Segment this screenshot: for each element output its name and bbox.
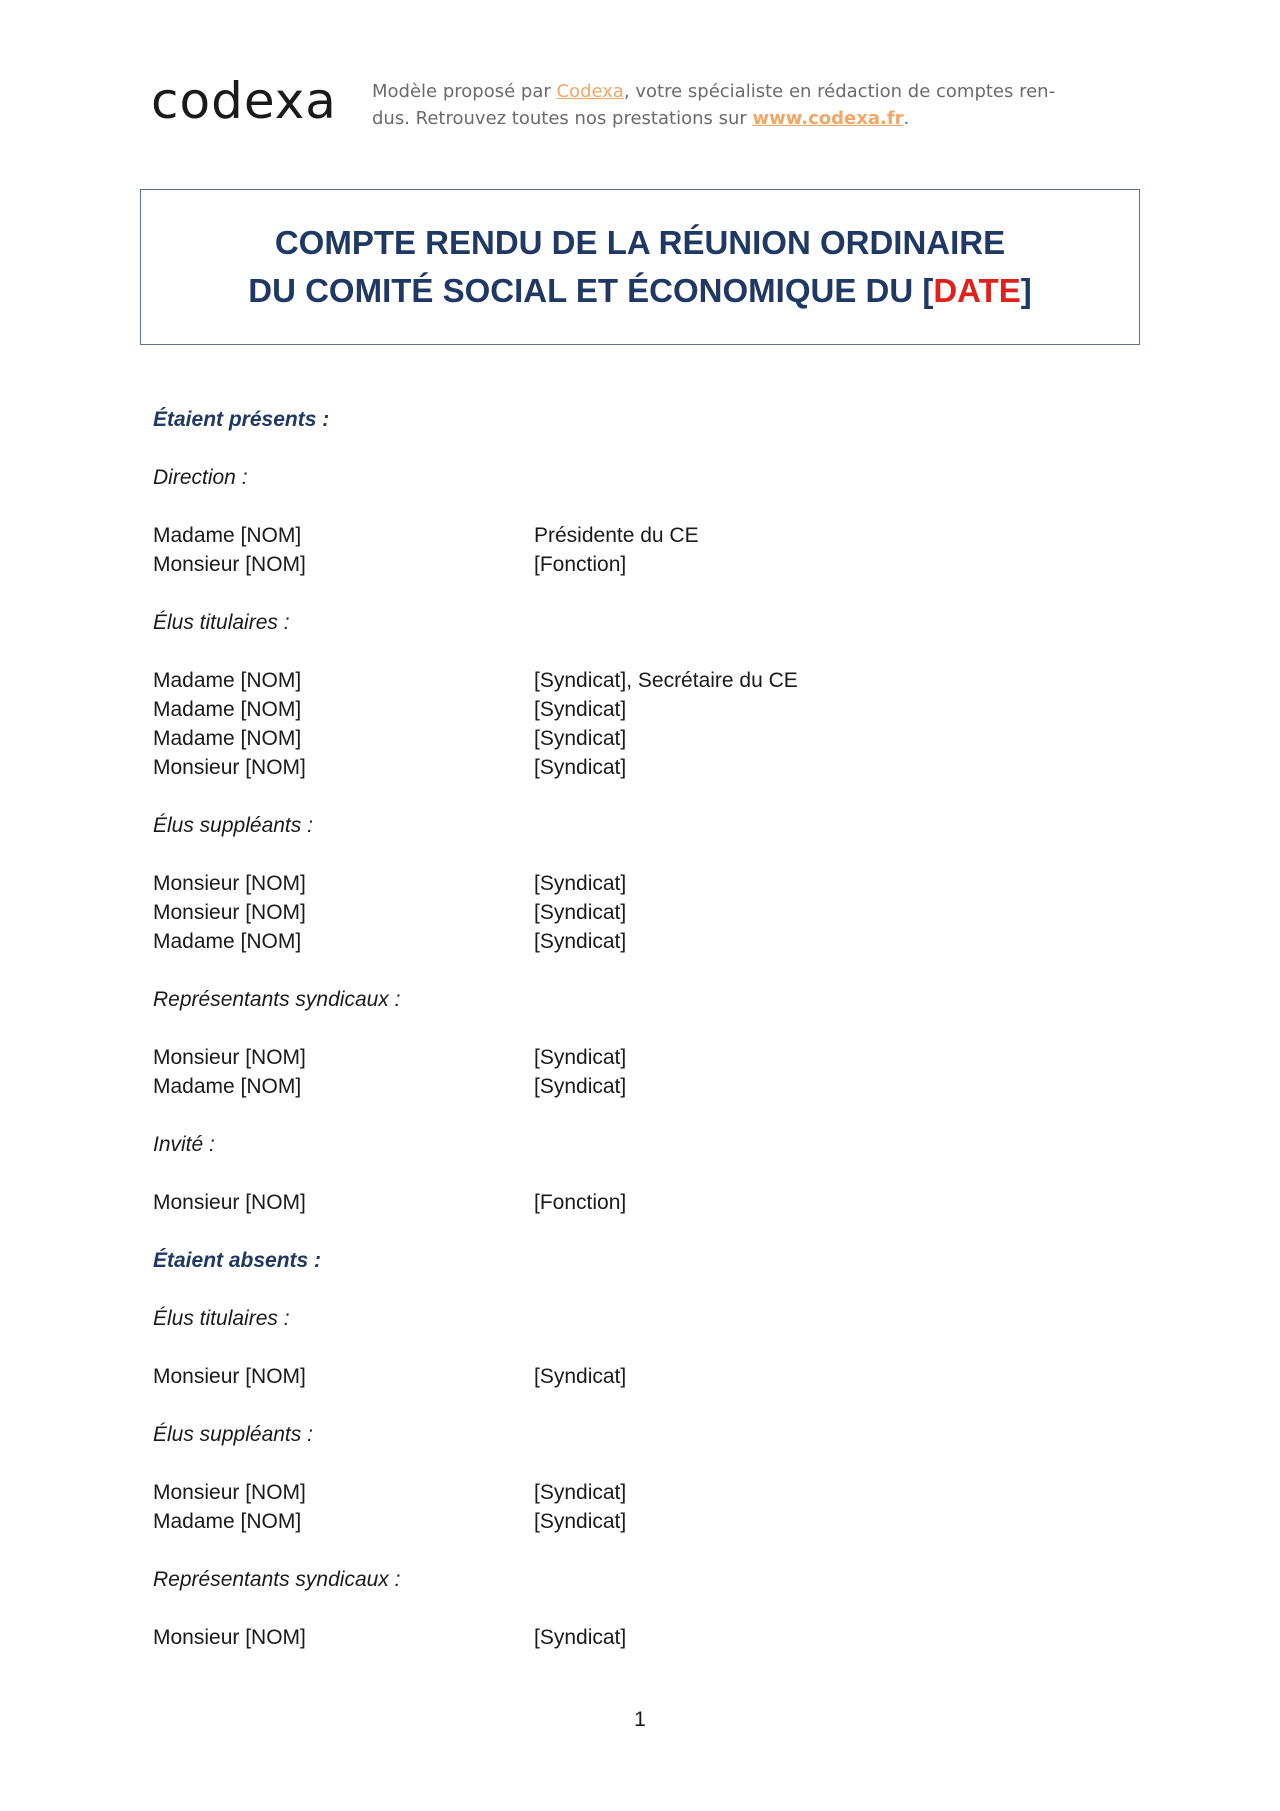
list-item [153,1188,1113,1217]
tagline-text: dus. Retrouvez toutes nos prestations sur [372,108,753,129]
member-name: Madame [NOM] [153,698,302,721]
member-name: Monsieur [NOM] [153,1046,306,1069]
presents-heading: Étaient présents : [153,408,330,431]
codexa-logo: codexa [151,72,337,130]
list-item [153,1362,1113,1391]
member-role: [Syndicat] [534,901,627,924]
member-role: [Fonction] [534,1191,627,1214]
list-item [153,898,1113,927]
member-role: [Syndicat] [534,1046,627,1069]
member-name: Monsieur [NOM] [153,1626,306,1649]
list-item [153,724,1113,753]
direction-heading: Direction : [153,466,248,489]
brand-link[interactable]: Codexa [556,81,624,102]
title-text: ] [1020,272,1032,309]
member-role: [Syndicat] [534,727,627,750]
list-item [153,1072,1113,1101]
tagline-text: . [903,108,910,129]
member-role: [Syndicat] [534,1075,627,1098]
absent-suppleants-heading: Élus suppléants : [153,1423,313,1446]
member-role: [Syndicat] [534,1365,627,1388]
member-name: Monsieur [NOM] [153,1481,306,1504]
list-item [153,869,1113,898]
attendance-list [153,405,1113,1652]
member-name: Madame [NOM] [153,1510,302,1533]
member-name: Madame [NOM] [153,930,302,953]
absents-heading: Étaient absents : [153,1249,322,1272]
member-role: [Syndicat] [534,756,627,779]
member-role: [Syndicat] [534,1626,627,1649]
list-item [153,1478,1113,1507]
member-name: Monsieur [NOM] [153,553,306,576]
titulaires-heading: Élus titulaires : [153,611,290,634]
member-role: [Syndicat] [534,930,627,953]
member-role: [Syndicat], Secrétaire du CE [534,669,798,692]
member-name: Madame [NOM] [153,669,302,692]
member-name: Madame [NOM] [153,727,302,750]
member-role: [Fonction] [534,553,627,576]
absent-representants-heading: Représentants syndicaux : [153,1568,401,1591]
list-item [153,666,1113,695]
invite-heading: Invité : [153,1133,215,1156]
member-name: Monsieur [NOM] [153,1365,306,1388]
list-item [153,927,1113,956]
suppleants-heading: Élus suppléants : [153,814,313,837]
title-text: DU COMITÉ SOCIAL ET ÉCONOMIQUE DU [ [248,272,934,309]
title-line-2 [248,267,1031,315]
page-number: 1 [634,1708,646,1731]
page-header [151,74,1111,134]
list-item [153,695,1113,724]
member-role: Présidente du CE [534,524,699,547]
list-item [153,1623,1113,1652]
absent-titulaires-heading: Élus titulaires : [153,1307,290,1330]
tagline-text: , votre spécialiste en rédaction de comptes ren- [623,81,1056,102]
member-name: Madame [NOM] [153,1075,302,1098]
member-name: Monsieur [NOM] [153,901,306,924]
list-item [153,1043,1113,1072]
title-line-1: COMPTE RENDU DE LA RÉUNION ORDINAIRE [274,224,1006,261]
list-item [153,753,1113,782]
member-name: Monsieur [NOM] [153,756,306,779]
tagline-text: Modèle proposé par [372,81,557,102]
list-item [153,1507,1113,1536]
list-item [153,521,1113,550]
member-role: [Syndicat] [534,1510,627,1533]
member-name: Madame [NOM] [153,524,302,547]
website-link[interactable]: www.codexa.fr [752,108,904,129]
date-placeholder: DATE [933,272,1021,309]
member-role: [Syndicat] [534,1481,627,1504]
document-title-box [140,189,1140,345]
header-tagline [372,78,1112,132]
list-item [153,550,1113,579]
member-role: [Syndicat] [534,872,627,895]
representants-heading: Représentants syndicaux : [153,988,401,1011]
member-name: Monsieur [NOM] [153,1191,306,1214]
member-name: Monsieur [NOM] [153,872,306,895]
member-role: [Syndicat] [534,698,627,721]
